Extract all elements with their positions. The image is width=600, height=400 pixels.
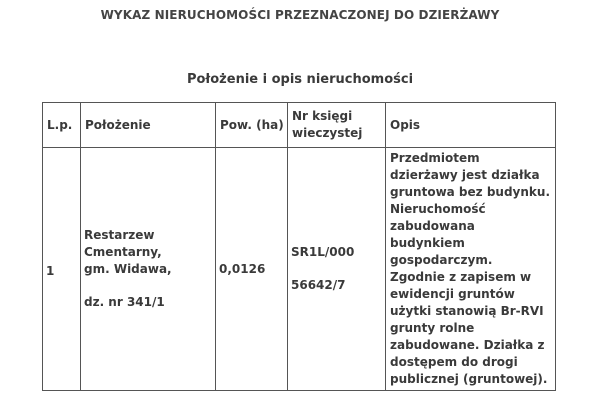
spacer (291, 261, 382, 277)
section-subtitle: Położenie i opis nieruchomości (186, 72, 414, 87)
column-header-opis: Opis (386, 103, 556, 148)
polozenie-line-4: dz. nr 341/1 (84, 295, 165, 309)
document-title: WYKAZ NIERUCHOMOŚCI PRZEZNACZONEJ DO DZIERŻAWY (100, 8, 500, 22)
cell-powierzchnia: 0,0126 (216, 148, 288, 391)
cell-polozenie (81, 148, 216, 391)
cell-ksiega (288, 148, 386, 391)
ksiega-line-2: 56642/7 (291, 278, 346, 292)
cell-lp: 1 (43, 148, 81, 391)
column-header-polozenie: Położenie (81, 103, 216, 148)
table-header-row (43, 103, 556, 148)
column-header-lp: L.p. (43, 103, 81, 148)
table-row (43, 148, 556, 391)
column-header-powierzchnia: Pow. (ha) (216, 103, 288, 148)
polozenie-line-1: Restarzew (84, 228, 155, 242)
ksiega-line-1: SR1L/000 (291, 245, 355, 259)
spacer (84, 278, 212, 294)
polozenie-line-3: gm. Widawa, (84, 262, 172, 276)
property-table (42, 102, 556, 391)
polozenie-line-2: Cmentarny, (84, 245, 162, 259)
column-header-ksiega: Nr księgi wieczystej (288, 103, 386, 148)
cell-opis: Przedmiotem dzierżawy jest działka gruntowa bez budynku. Nieruchomość zabudowana budynkiem gospodarczym. Zgodnie z zapisem w ewidencji gruntów użytki stanowią Br-RVI grunty rolne zabudowane. Działka z dostępem do drogi publicznej (gruntowej). (386, 148, 556, 391)
